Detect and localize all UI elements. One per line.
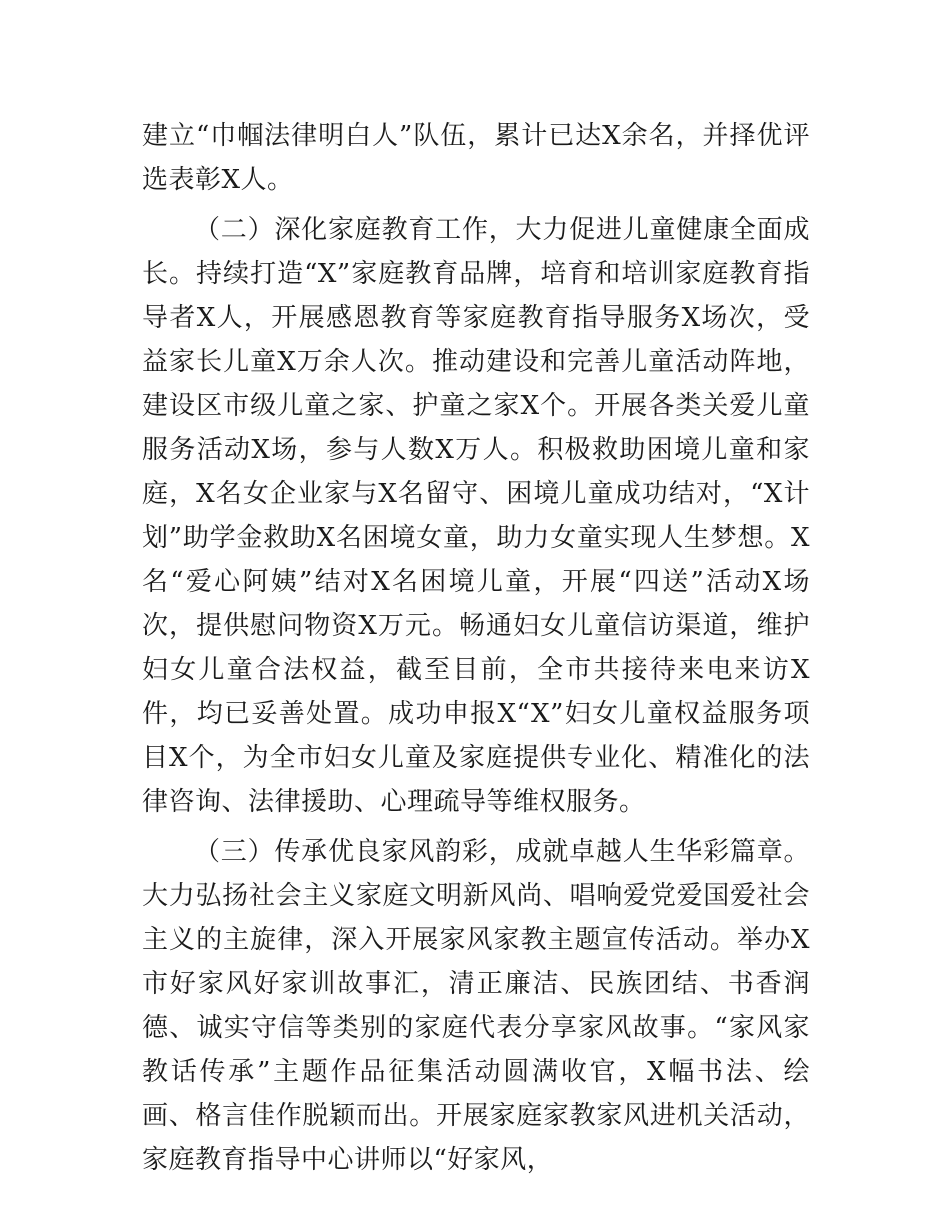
paragraph-section-3: （三）传承优良家风韵彩，成就卓越人生华彩篇章。大力弘扬社会主义家庭文明新风尚、唱响爱党爱国爱社会主义的主旋律，深入开展家风家教主题宣传活动。举办X市好家风好家训故事汇，清正廉洁、民族团结、书香润德、诚实守信等类别的家庭代表分享家风故事。“家风家教话传承”主题作品征集活动圆满收官，X幅书法、绘画、格言佳作脱颖而出。开展家庭家教家风进机关活动，家庭教育指导中心讲师以“好家风， bbox=[142, 837, 810, 1175]
document-body bbox=[142, 114, 810, 1182]
paragraph-continuation: 建立“巾帼法律明白人”队伍，累计已达X余名，并择优评选表彰X人。 bbox=[142, 121, 810, 195]
paragraph-section-2: （二）深化家庭教育工作，大力促进儿童健康全面成长。持续打造“X”家庭教育品牌，培育和培训家庭教育指导者X人，开展感恩教育等家庭教育指导服务X场次，受益家长儿童X万余人次。推动建设和完善儿童活动阵地，建设区市级儿童之家、护童之家X个。开展各类关爱儿童服务活动X场，参与人数X万人。积极救助困境儿童和家庭，X名女企业家与X名留守、困境儿童成功结对，“X计划”助学金救助X名困境女童，助力女童实现人生梦想。X名“爱心阿姨”结对X名困境儿童，开展“四送”活动X场次，提供慰问物资X万元。畅通妇女儿童信访渠道，维护妇女儿童合法权益，截至目前，全市共接待来电来访X件，均已妥善处置。成功申报X“X”妇女儿童权益服务项目X个，为全市妇女儿童及家庭提供专业化、精准化的法律咨询、法律援助、心理疏导等维权服务。 bbox=[142, 215, 810, 817]
